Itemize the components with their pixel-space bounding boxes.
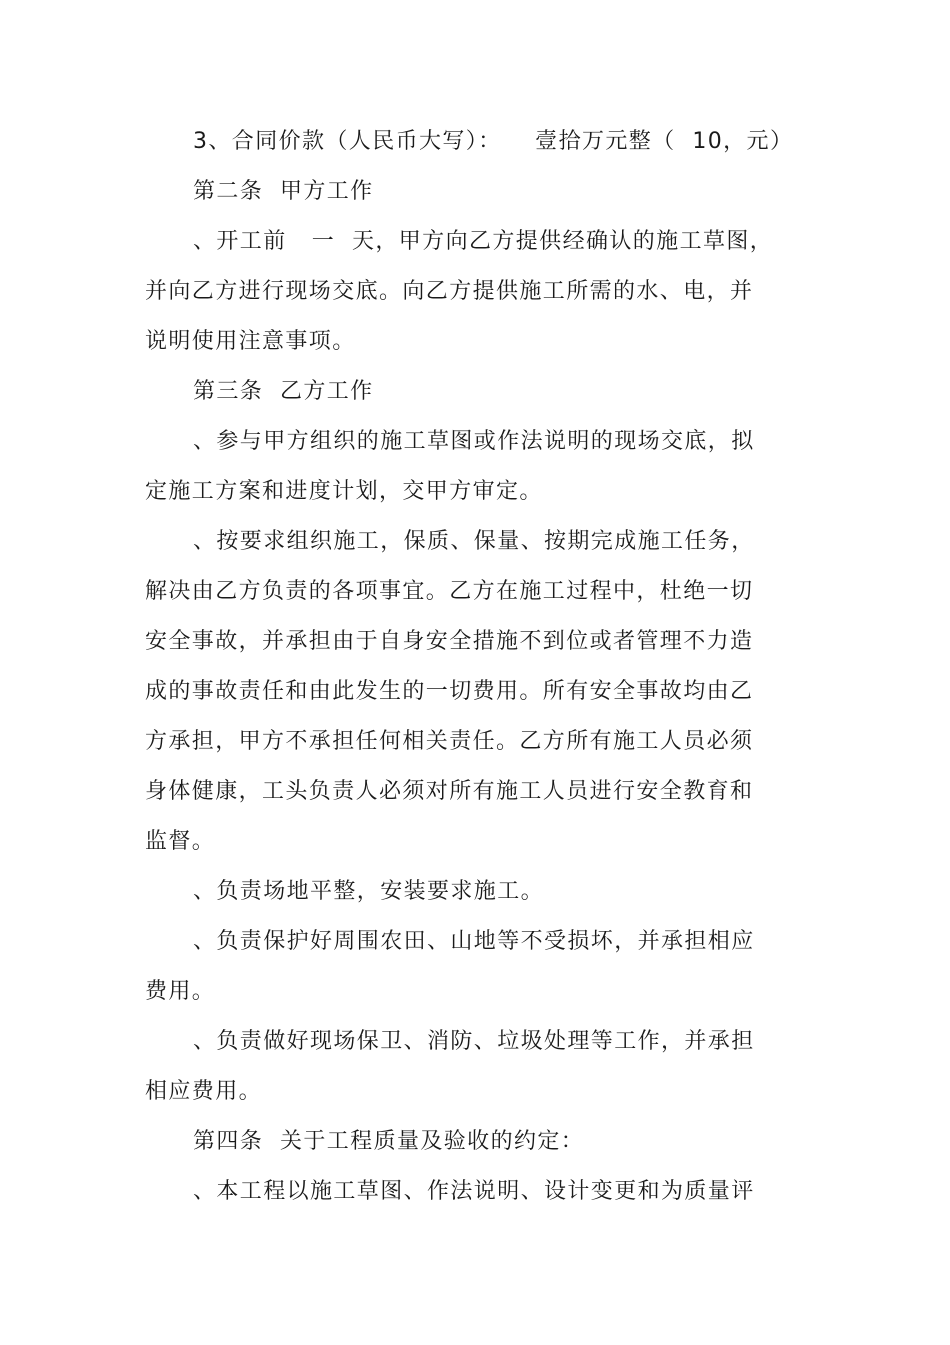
line-2-2: 并向乙方进行现场交底。向乙方提供施工所需的水、电，并 — [145, 279, 754, 304]
line-3-4: 解决由乙方负责的各项事宜。乙方在施工过程中，杜绝一切 — [145, 579, 754, 604]
line-4-1: 、本工程以施工草图、作法说明、设计变更和为质量评 — [193, 1179, 755, 1204]
line-3-3: 、按要求组织施工，保质、保量、按期完成施工任务， — [193, 529, 755, 554]
line-2-3: 说明使用注意事项。 — [145, 329, 356, 354]
heading-article-4: 第四条 关于工程质量及验收的约定： — [193, 1129, 585, 1154]
line-contract-price: 3、合同价款（人民币大写）： 壹拾万元整（ 10，元） — [193, 129, 794, 154]
line-3-9: 监督。 — [145, 829, 216, 854]
line-3-13: 、负责做好现场保卫、消防、垃圾处理等工作，并承担 — [193, 1029, 755, 1054]
line-3-2: 定施工方案和进度计划，交甲方审定。 — [145, 479, 543, 504]
line-3-5: 安全事故，并承担由于自身安全措施不到位或者管理不力造 — [145, 629, 754, 654]
line-2-1: 、开工前 一 天，甲方向乙方提供经确认的施工草图， — [193, 229, 774, 254]
line-3-7: 方承担，甲方不承担任何相关责任。乙方所有施工人员必须 — [145, 729, 754, 754]
heading-article-3: 第三条 乙方工作 — [193, 379, 374, 404]
line-3-8: 身体健康，工头负责人必须对所有施工人员进行安全教育和 — [145, 779, 754, 804]
line-3-10: 、负责场地平整，安装要求施工。 — [193, 879, 545, 904]
line-3-11: 、负责保护好周围农田、山地等不受损坏，并承担相应 — [193, 929, 755, 954]
line-3-12: 费用。 — [145, 979, 216, 1004]
line-3-1: 、参与甲方组织的施工草图或作法说明的现场交底，拟 — [193, 429, 755, 454]
line-3-14: 相应费用。 — [145, 1079, 263, 1104]
heading-article-2: 第二条 甲方工作 — [193, 179, 374, 204]
line-3-6: 成的事故责任和由此发生的一切费用。所有安全事故均由乙 — [145, 679, 754, 704]
